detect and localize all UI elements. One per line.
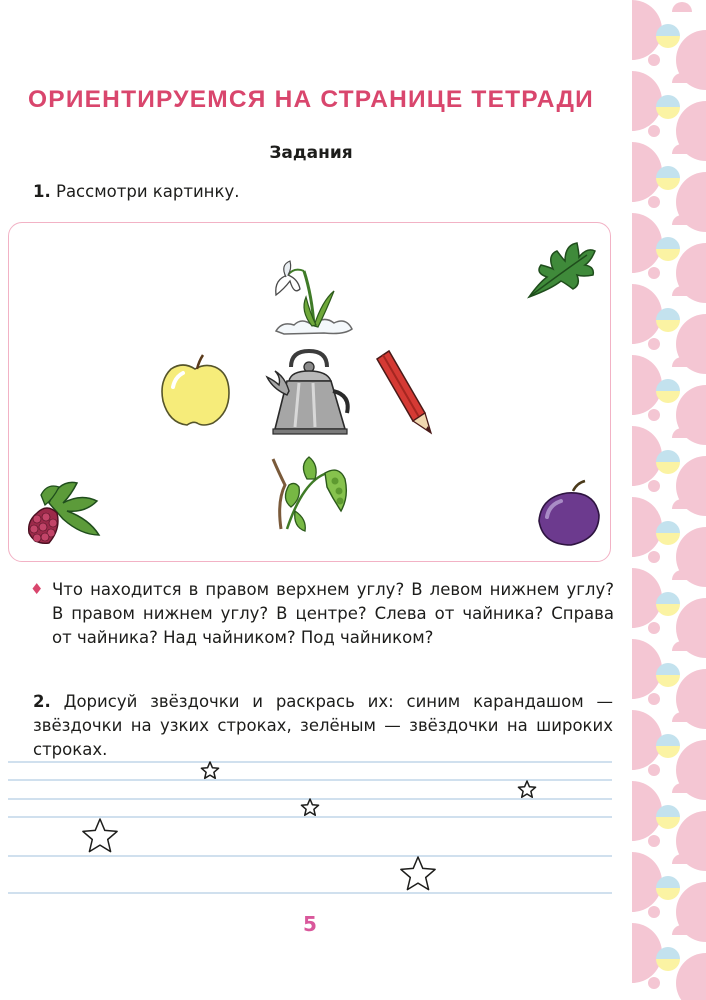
decorative-shape bbox=[648, 480, 660, 492]
decorative-shape bbox=[656, 817, 680, 829]
decorative-shape bbox=[648, 196, 660, 208]
decorative-shape bbox=[632, 426, 662, 486]
decorative-shape bbox=[648, 54, 660, 66]
decorative-shape bbox=[648, 906, 660, 918]
decorative-shape bbox=[632, 284, 662, 344]
decorative-shape bbox=[648, 977, 660, 989]
decorative-shape bbox=[656, 746, 680, 758]
decorative-shape bbox=[648, 693, 660, 705]
snowdrop-icon bbox=[264, 251, 359, 336]
pea-plant-icon bbox=[265, 451, 355, 533]
decorative-shape bbox=[656, 533, 680, 545]
decorative-shape bbox=[632, 71, 662, 131]
section-subtitle: Задания bbox=[269, 143, 353, 163]
star-outline-icon bbox=[518, 781, 535, 797]
decorative-shape bbox=[672, 2, 692, 12]
star-outline-icon bbox=[83, 819, 117, 852]
ruled-lines-worksheet bbox=[8, 750, 612, 900]
decorative-shape bbox=[632, 568, 662, 628]
oak-leaf-icon bbox=[521, 233, 601, 303]
decorative-shape bbox=[632, 0, 662, 60]
star-outline-icon bbox=[301, 799, 318, 815]
task-2-number: 2. bbox=[33, 692, 51, 711]
decorative-shape bbox=[656, 391, 680, 403]
decorative-shape bbox=[632, 710, 662, 770]
decorative-shape bbox=[648, 409, 660, 421]
decorative-shape bbox=[632, 355, 662, 415]
diamond-bullet-icon: ♦ bbox=[30, 580, 44, 598]
decorative-border bbox=[632, 0, 706, 1000]
decorative-shape bbox=[656, 462, 680, 474]
decorative-shape bbox=[648, 338, 660, 350]
decorative-shape bbox=[648, 835, 660, 847]
decorative-shape bbox=[656, 320, 680, 332]
decorative-shape bbox=[632, 852, 662, 912]
decorative-shape bbox=[632, 923, 662, 983]
pencil-icon bbox=[371, 347, 441, 437]
decorative-shape bbox=[648, 622, 660, 634]
decorative-shape bbox=[656, 675, 680, 687]
decorative-shape bbox=[648, 267, 660, 279]
decorative-shape bbox=[632, 781, 662, 841]
decorative-shape bbox=[632, 497, 662, 557]
picture-frame bbox=[8, 222, 611, 562]
teapot-icon bbox=[261, 347, 357, 437]
plum-icon bbox=[533, 477, 605, 549]
decorative-shape bbox=[656, 178, 680, 190]
questions-block bbox=[30, 578, 614, 650]
decorative-shape bbox=[656, 36, 680, 48]
apple-icon bbox=[157, 353, 235, 429]
decorative-shape bbox=[648, 551, 660, 563]
page-title: ОРИЕНТИРУЕМСЯ НА СТРАНИЦЕ ТЕТРАДИ bbox=[28, 86, 594, 113]
task-2-text: Дорисуй звёздочки и раскрась их: синим карандашом — звёздочки на узких строках, зелёным — звёздочки на широких строках. bbox=[33, 692, 613, 759]
decorative-shape bbox=[656, 249, 680, 261]
decorative-shape bbox=[656, 604, 680, 616]
page-number: 5 bbox=[303, 912, 317, 936]
task-1-text: Рассмотри картинку. bbox=[56, 182, 240, 201]
questions-text: Что находится в правом верхнем углу? В левом нижнем углу? В правом нижнем углу? В центре? Слева от чайника? Справа от чайника? Над чайником? Под чайником? bbox=[52, 580, 614, 647]
raspberry-icon bbox=[19, 473, 111, 553]
decorative-shape bbox=[632, 142, 662, 202]
decorative-shape bbox=[656, 107, 680, 119]
decorative-shape bbox=[648, 125, 660, 137]
star-outline-icon bbox=[401, 857, 435, 890]
decorative-shape bbox=[632, 639, 662, 699]
decorative-shape bbox=[632, 213, 662, 273]
task-1-number: 1. bbox=[33, 182, 51, 201]
decorative-shape bbox=[656, 888, 680, 900]
decorative-shape bbox=[656, 959, 680, 971]
decorative-shape bbox=[676, 953, 706, 1000]
task-1 bbox=[33, 182, 239, 201]
star-outline-icon bbox=[201, 762, 218, 778]
decorative-shape bbox=[648, 764, 660, 776]
